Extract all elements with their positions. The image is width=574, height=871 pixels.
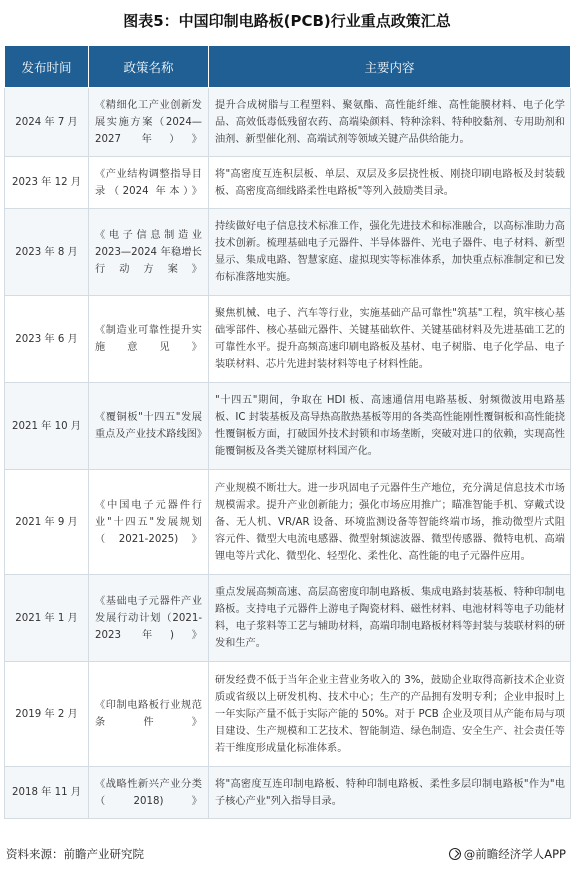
row-content: 将"高密度互连印制电路板、特种印制电路板、柔性多层印制电路板"作为"电子核心产业"列入指导目录。 bbox=[209, 767, 571, 819]
row-policy-name: 《印制电路板行业规范条件》 bbox=[89, 662, 209, 767]
row-time: 2023 年 12 月 bbox=[5, 157, 89, 209]
policy-table bbox=[4, 45, 571, 819]
table-row bbox=[5, 88, 571, 157]
row-time: 2024 年 7 月 bbox=[5, 88, 89, 157]
source-note: 资料来源：前瞻产业研究院 bbox=[6, 847, 144, 861]
brand-credit bbox=[449, 846, 566, 862]
row-content: 提升合成树脂与工程塑料、聚氨酯、高性能纤维、高性能膜材料、电子化学品、高效低毒低残留农药、高端染颜料、特种涂料、特种胶黏剂、专用助剂和油剂、新型催化剂、高端试剂等领域关键产品供给能力。 bbox=[209, 88, 571, 157]
row-time: 2023 年 8 月 bbox=[5, 209, 89, 296]
row-time: 2021 年 10 月 bbox=[5, 383, 89, 470]
row-policy-name: 《电子信息制造业 2023—2024 年稳增长行动方案》 bbox=[89, 209, 209, 296]
header-release-time: 发布时间 bbox=[5, 46, 89, 88]
row-time: 2023 年 6 月 bbox=[5, 296, 89, 383]
row-time: 2021 年 9 月 bbox=[5, 470, 89, 575]
row-content: 重点发展高频高速、高层高密度印制电路板、集成电路封装基板、特种印制电路板。支持电子元器件上游电子陶瓷材料、磁性材料、电池材料等电子功能材料，电子浆料等工艺与辅助材料，高端印制电路板材料等封装与装联材料的研发和生产。 bbox=[209, 575, 571, 662]
header-main-content: 主要内容 bbox=[209, 46, 571, 88]
table-row bbox=[5, 296, 571, 383]
row-policy-name: 《基础电子元器件产业发展行动计划（2021-2023 年)》 bbox=[89, 575, 209, 662]
row-time: 2021 年 1 月 bbox=[5, 575, 89, 662]
row-policy-name: 《制造业可靠性提升实施意见》 bbox=[89, 296, 209, 383]
row-content: 持续做好电子信息技术标准工作，强化先进技术和标准融合，以高标准助力高技术创新。梳理基础电子元器件、半导体器件、光电子器件、电子材料、新型显示、集成电路、智慧家庭、虚拟现实等标准体系，加快重点标准制定和已发布标准落地实施。 bbox=[209, 209, 571, 296]
qianzhan-logo-icon bbox=[449, 848, 461, 860]
table-row bbox=[5, 209, 571, 296]
row-content: 产业规模不断壮大。进一步巩固电子元器件生产地位，充分满足信息技术市场规模需求。提升产业创新能力；强化市场应用推广；瞄准智能手机、穿戴式设备、无人机、VR/AR 设备、环境监测设备等智能终端市场，推动微型片式阻容元件、微型大电流电感器、微型射频滤波器、微型传感器、微特电机、高端锂电等片式化、微型化、轻型化、柔性化、高性能的电子元器件应用。 bbox=[209, 470, 571, 575]
row-content: 聚焦机械、电子、汽车等行业，实施基础产品可靠性"筑基"工程，筑牢核心基础零部件、核心基础元器件、关键基础软件、关键基础材料及先进基础工艺的可靠性水平。提升高频高速印刷电路板及基材、电子树脂、电子化学品、电子装联材料、芯片先进封装材料等电子材料性能。 bbox=[209, 296, 571, 383]
table-row bbox=[5, 383, 571, 470]
row-policy-name: 《覆铜板"十四五"发展重点及产业技术路线图》 bbox=[89, 383, 209, 470]
row-time: 2019 年 2 月 bbox=[5, 662, 89, 767]
table-row bbox=[5, 575, 571, 662]
row-policy-name: 《战略性新兴产业分类（2018)》 bbox=[89, 767, 209, 819]
row-content: 将"高密度互连积层板、单层、双层及多层挠性板、刚挠印刷电路板及封装载板、高密度高细线路柔性电路板"等列入鼓励类目录。 bbox=[209, 157, 571, 209]
page-title: 图表5：中国印制电路板(PCB)行业重点政策汇总 bbox=[123, 12, 451, 30]
header-policy-name: 政策名称 bbox=[89, 46, 209, 88]
row-policy-name: 《产业结构调整指导目录（2024 年本）》 bbox=[89, 157, 209, 209]
table-row bbox=[5, 767, 571, 819]
row-policy-name: 《中国电子元器件行业"十四五"发展规划（2021-2025)》 bbox=[89, 470, 209, 575]
row-content: 研发经费不低于当年企业主营业务收入的 3%，鼓励企业取得高新技术企业资质或省级以上研发机构、技术中心；生产的产品拥有发明专利；企业申报时上一年实际产量不低于实际产能的 50%。对于 PCB 企业及项目从产能布局与项目建设、生产规模和工艺技术、智能制造、绿色制造、安全生产、社会责任等若干维度形成量化标准体系。 bbox=[209, 662, 571, 767]
brand-label: @前瞻经济学人APP bbox=[463, 847, 566, 861]
table-header-row bbox=[5, 46, 571, 88]
table-row bbox=[5, 662, 571, 767]
row-time: 2018 年 11 月 bbox=[5, 767, 89, 819]
row-content: "十四五"期间，争取在 HDI 板、高速通信用电路基板、射频微波用电路基板、IC 封装基板及高导热高散热基板等用的各类高性能刚性覆铜板和高性能挠性覆铜板方面，打破国外技术封锁和市场垄断，突破对进口的依赖，实现高性能覆铜板及各类关键原材料国产化。 bbox=[209, 383, 571, 470]
table-row bbox=[5, 470, 571, 575]
table-row bbox=[5, 157, 571, 209]
row-policy-name: 《精细化工产业创新发展实施方案（2024—2027 年）》 bbox=[89, 88, 209, 157]
